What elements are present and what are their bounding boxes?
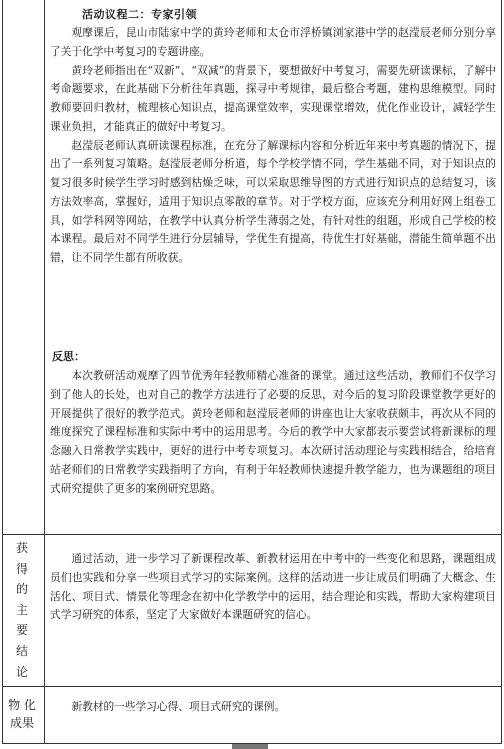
row-divider xyxy=(2,534,502,535)
material-paragraph: 新教材的一些学习心得、项目式研究的课例。 xyxy=(71,700,286,713)
material-label: 物 化 成果 xyxy=(8,698,36,730)
section-title: 活动议程二：专家引领 xyxy=(82,8,197,21)
gain-paragraph: 通过活动，进一步学习了新课程改革、新教材运用在中考中的一些变化和思路，课题组成员们也实践和分享一些项目式学习的实际案例。这样的活动进一步让成员们明确了大概念、生活化、项目式、情景化等理念在初中化学教学中的运用，结合理论和实践，帮助大家构建项目式学习研究的体系，坚定了大家做好本课题研究的信心。 xyxy=(50,552,496,622)
expert-paragraph-1: 观摩课后，昆山市陆家中学的黄玲老师和太仓市浮桥镇浏家港中学的赵滢辰老师分别分享了关于化学中考复习的专题讲座。 xyxy=(50,26,496,58)
reflection-paragraph: 本次教研活动观摩了四节优秀年轻教师精心准备的课堂。通过这些活动，教师们不仅学习到了他人的长处，也对自己的教学方法进行了必要的反思，对今后的复习阶段课堂教学更好的开展提供了很好的教学范式。黄玲老师和赵滢辰老师的讲座也让大家收获颇丰，再次从不同的维度探究了课程标准和实际中考中的运用思考。今后的教学中大家都表示要尝试将新课标的理念融入日常教学实践中，更好的进行中考专项复习。本次研讨活动理论与实践相结合，给培育站老师们的日常教学实践指明了方向，有利于年轻教师快速提升教学能力，也为课题组的项目式研究提供了更多的案例研究思路。 xyxy=(50,369,496,495)
gain-label: 获 得 的 主 要 结 论 xyxy=(15,541,28,679)
column-divider xyxy=(44,0,45,744)
row-divider xyxy=(2,686,502,687)
expert-paragraph-2: 黄玲老师指出在“双新”、“双减”的背景下，要想做好中考复习，需要先研读课标，了解中考命题要求，在此基础下分析往年真题，探寻中考规律，最后整合考题，建构思维模型。同时教师要回归教材，梳理核心知识点，提高课堂效率，实现课堂增效，优化作业设计，减轻学生课业负担，才能真正的做好中考复习。 xyxy=(50,63,496,133)
reflection-heading: 反思： xyxy=(52,350,85,363)
gain-section xyxy=(50,550,496,625)
material-section xyxy=(50,698,496,717)
expert-section xyxy=(50,24,496,268)
expert-paragraph-3: 赵滢辰老师认真研读课程标准，在充分了解课标内容和分析近年来中考真题的情况下，提出了一系列复习策略。赵滢辰老师分析道，每个学校学情不同，学生基础不同，对于知识点的复习很多时候学生学习时感到枯燥乏味，可以采取思维导图的方式进行知识点的总结复习，该方法效率高，掌握好，适用于知识点零散的章节。对于学校方面，应该充分利用好网上组卷工具，如学科网等网站，在教学中认真分析学生薄弱之处，有针对性的组题，形成自己学校的校本课程。最后对不同学生进行分层辅导，学优生有提高，待优生打好基础，潜能生简单题不出错，让不同学生都有所收获。 xyxy=(50,138,496,264)
page-scroll-indicator xyxy=(232,744,268,749)
reflection-section xyxy=(50,367,496,498)
